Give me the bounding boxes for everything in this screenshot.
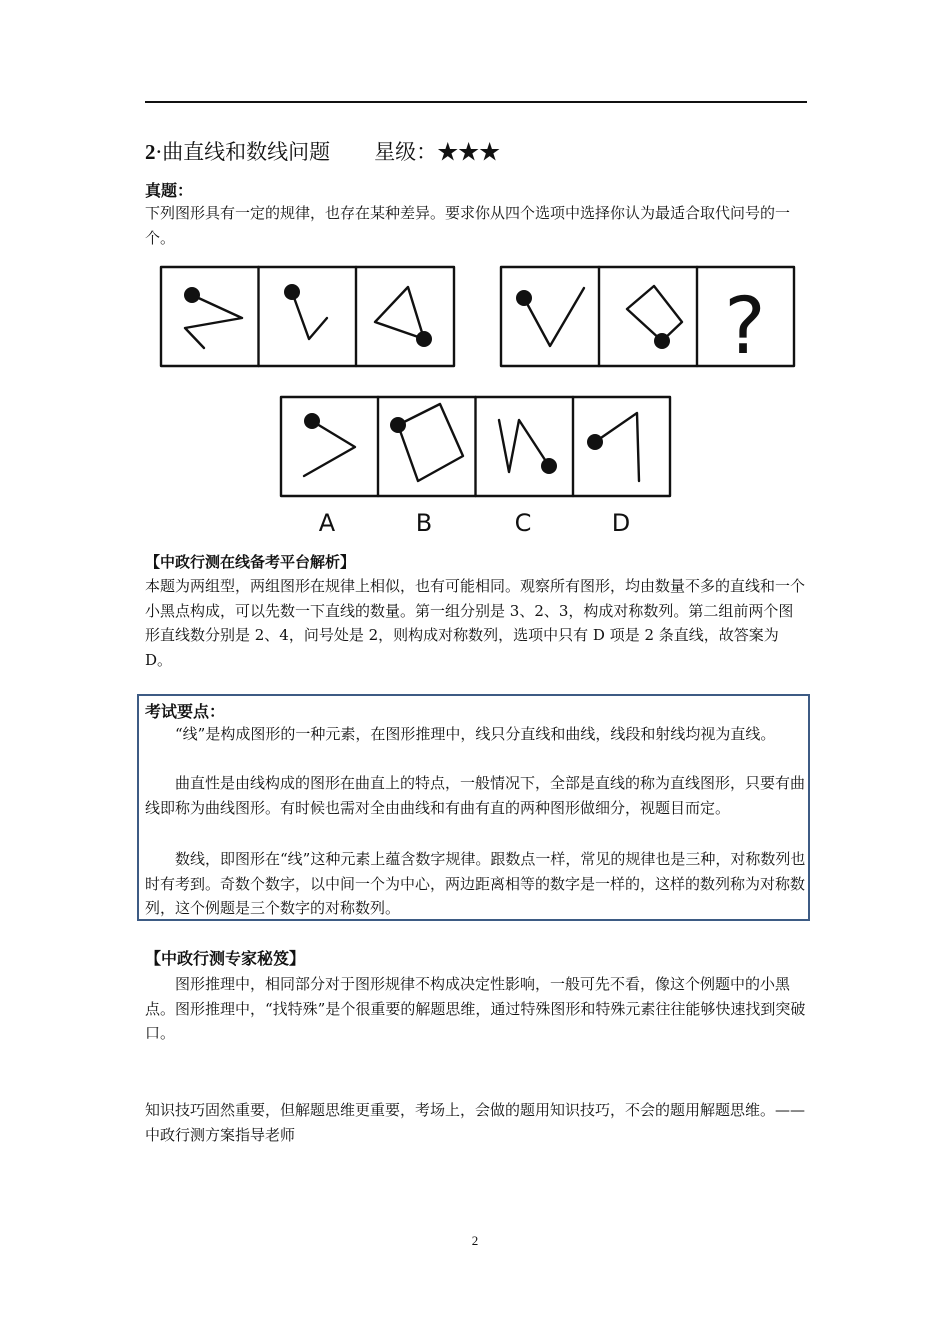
key-points-heading: 考试要点： (145, 702, 226, 721)
analysis-heading: 【中政行测在线备考平台解析】 (145, 553, 356, 571)
group1-figure-2 (292, 292, 327, 339)
analysis-text: 本题为两组型，两组图形在规律上相似，也有可能相同。观察所有图形，均由数量不多的直线和一个小黑点构成，可以先数一下直线的数量。第一组分别是 3、2、3，构成对称数列。第二组前两个图形直线数分别是 2、4，问号处是 2，则构成对称数列，选项中只有 D 项是 2 条直线，故答案为 D。 (145, 577, 806, 669)
closing-quote: 知识技巧固然重要，但解题思维更重要，考场上，会做的题用知识技巧，不会的题用解题思维。——中政行测方案指导老师 (145, 1101, 806, 1144)
option-label-b: B (415, 509, 433, 537)
question-text: 下列图形具有一定的规律，也存在某种差异。要求你从四个选项中选择你认为最适合取代问号的一个。 (145, 204, 791, 247)
group2-figure-2 (627, 286, 682, 341)
option-label-c: C (514, 509, 532, 537)
section-dot: · (155, 140, 163, 164)
section-number: 2 (145, 140, 156, 164)
option-d-figure (595, 413, 639, 481)
option-b-figure (398, 404, 463, 481)
star-rating: ★★★ (437, 140, 501, 164)
tips-text: 图形推理中，相同部分对于图形规律不构成决定性影响，一般可先不看，像这个例题中的小黑点。图形推理中，“找特殊”是个很重要的解题思维，通过特殊图形和特殊元素往往能够快速找到突破口。 (145, 975, 806, 1042)
option-label-d: D (611, 509, 631, 537)
question-mark: ? (724, 282, 766, 372)
puzzle-figure (0, 0, 950, 545)
tips-heading: 【中政行测专家秘笈】 (145, 949, 306, 968)
star-label: 星级： (374, 140, 438, 164)
section-title-text: 曲直线和数线问题 (162, 140, 331, 164)
question-label: 真题： (145, 181, 194, 200)
option-label-a: A (318, 509, 336, 537)
key-point-2: 曲直性是由线构成的图形在曲直上的特点，一般情况下，全部是直线的称为直线图形，只要有曲线即称为曲线图形。有时候也需对全由曲线和有曲有直的两种图形做细分，视题目而定。 (145, 774, 806, 817)
group2-figure-1 (524, 288, 584, 346)
key-point-1: “线”是构成图形的一种元素，在图形推理中，线只分直线和曲线，线段和射线均视为直线。 (175, 725, 776, 743)
option-a-figure (304, 421, 355, 476)
group1-figure-1 (185, 295, 242, 348)
key-point-3: 数线，即图形在“线”这种元素上蕴含数字规律。跟数点一样，常见的规律也是三种，对称数列也时有考到。奇数个数字，以中间一个为中心，两边距离相等的数字是一样的，这样的数列称为对称数列，这个例题是三个数字的对称数列。 (145, 850, 806, 917)
group1-figure-3 (375, 287, 424, 339)
page-number: 2 (471, 1233, 479, 1248)
group1-frame (161, 267, 454, 366)
